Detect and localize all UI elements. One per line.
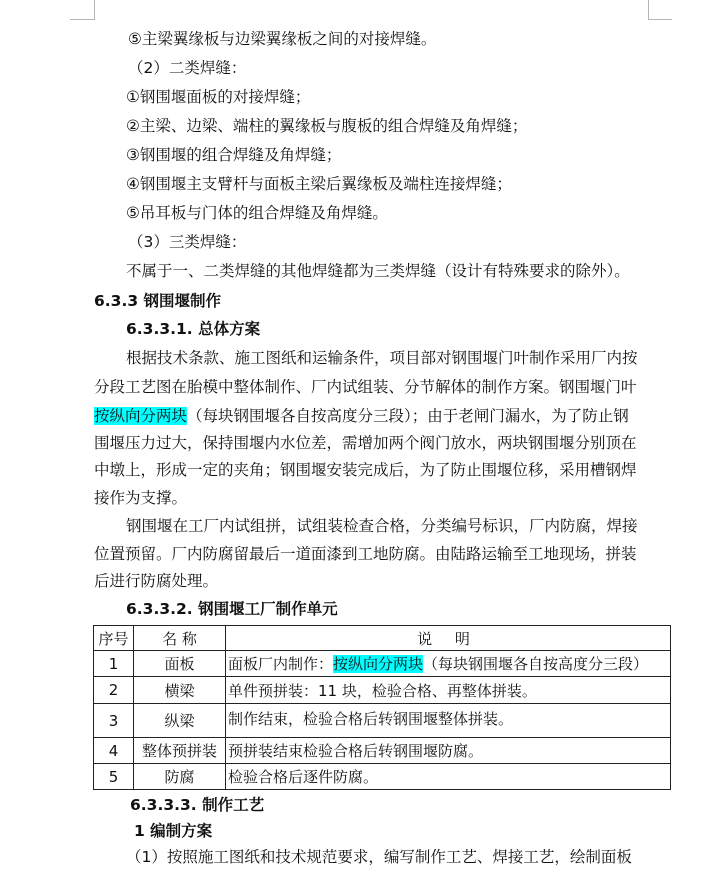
weld-item-3-class2: ③钢围堰的组合焊缝及角焊缝； (126, 146, 342, 164)
row-desc: 制作结束，检验合格后转钢围堰整体拼装。 (226, 704, 671, 738)
section-heading-6-3-3-2: 6.3.3.2. 钢围堰工厂制作单元 (126, 600, 338, 618)
section-heading-6-3-3-1: 6.3.3.1. 总体方案 (126, 320, 261, 338)
col-header-no: 序号 (94, 626, 134, 651)
row-no: 4 (94, 738, 134, 764)
table-row (94, 704, 671, 738)
row-desc-suffix: （每块钢围堰各自按高度分三段） (423, 655, 649, 673)
row-desc (226, 651, 671, 677)
para2-line3: 后进行防腐处理。 (94, 572, 219, 590)
para1-line3 (94, 406, 629, 426)
col-header-name: 名 称 (134, 626, 226, 651)
table-row (94, 764, 671, 790)
row-name: 面板 (134, 651, 226, 677)
highlighted-text: 按纵向分两块 (94, 407, 188, 425)
weld-item-5-class2: ⑤吊耳板与门体的组合焊缝及角焊缝。 (126, 204, 388, 222)
row-name: 横梁 (134, 677, 226, 704)
table-header-row (94, 626, 671, 651)
row-no: 5 (94, 764, 134, 790)
table-row (94, 738, 671, 764)
page-corner-mark-left (94, 0, 95, 20)
weld-class2-heading: （2）二类焊缝： (128, 59, 247, 77)
para1-line6: 接作为支撑。 (94, 489, 188, 507)
para1-line1: 根据技术条款、施工图纸和运输条件，项目部对钢围堰门叶制作采用厂内按 (126, 349, 638, 367)
page-corner-mark-right (648, 0, 649, 20)
para1-line4: 围堰压力过大，保持围堰内水位差，需增加两个阀门放水，两块钢围堰分别顶在 (94, 434, 637, 452)
row-desc: 单件预拼装：11 块，检验合格、再整体拼装。 (226, 677, 671, 704)
weld-class3-text: 不属于一、二类焊缝的其他焊缝都为三类焊缝（设计有特殊要求的除外）。 (126, 262, 630, 280)
para1-line3-rest: （每块钢围堰各自按高度分三段）；由于老闸门漏水，为了防止钢 (187, 407, 629, 425)
plan-item-1: （1）按照施工图纸和技术规范要求，编写制作工艺、焊接工艺，绘制面板 (126, 848, 632, 866)
highlighted-text: 按纵向分两块 (333, 655, 424, 673)
page-corner-mark-left-h (70, 19, 94, 20)
row-name: 整体预拼装 (134, 738, 226, 764)
section-heading-6-3-3-3: 6.3.3.3. 制作工艺 (130, 796, 265, 814)
row-name: 纵梁 (134, 704, 226, 738)
weld-item-1-class2: ①钢围堰面板的对接焊缝； (126, 88, 311, 106)
section-heading-6-3-3: 6.3.3 钢围堰制作 (94, 292, 222, 310)
row-no: 2 (94, 677, 134, 704)
row-name: 防腐 (134, 764, 226, 790)
row-no: 1 (94, 651, 134, 677)
weld-item-5-class1: ⑤主梁翼缘板与边梁翼缘板之间的对接焊缝。 (128, 30, 437, 48)
para2-line1: 钢围堰在工厂内试组拼，试组装检查合格，分类编号标识，厂内防腐，焊接 (126, 517, 638, 535)
row-no: 3 (94, 704, 134, 738)
factory-unit-table (93, 625, 671, 790)
weld-item-2-class2: ②主梁、边梁、端柱的翼缘板与腹板的组合焊缝及角焊缝； (126, 117, 528, 135)
para1-line2: 分段工艺图在胎模中整体制作、厂内试组装、分节解体的制作方案。钢围堰门叶 (94, 378, 637, 396)
row-desc: 检验合格后逐件防腐。 (226, 764, 671, 790)
page-corner-mark-right-h (648, 19, 672, 20)
table-row (94, 677, 671, 704)
para2-line2: 位置预留。厂内防腐留最后一道面漆到工地防腐。由陆路运输至工地现场，拼装 (94, 545, 637, 563)
weld-item-4-class2: ④钢围堰主支臂杆与面板主梁后翼缘板及端柱连接焊缝； (126, 175, 512, 193)
para1-line5: 中墩上，形成一定的夹角；钢围堰安装完成后，为了防止围堰位移，采用槽钢焊 (94, 461, 637, 479)
table-row (94, 651, 671, 677)
subheading-compile-plan: 1 编制方案 (134, 822, 213, 840)
row-desc: 预拼装结束检验合格后转钢围堰防腐。 (226, 738, 671, 764)
weld-class3-heading: （3）三类焊缝： (128, 233, 247, 251)
row-desc-prefix: 面板厂内制作： (228, 655, 334, 673)
col-header-desc: 说 明 (226, 626, 671, 651)
